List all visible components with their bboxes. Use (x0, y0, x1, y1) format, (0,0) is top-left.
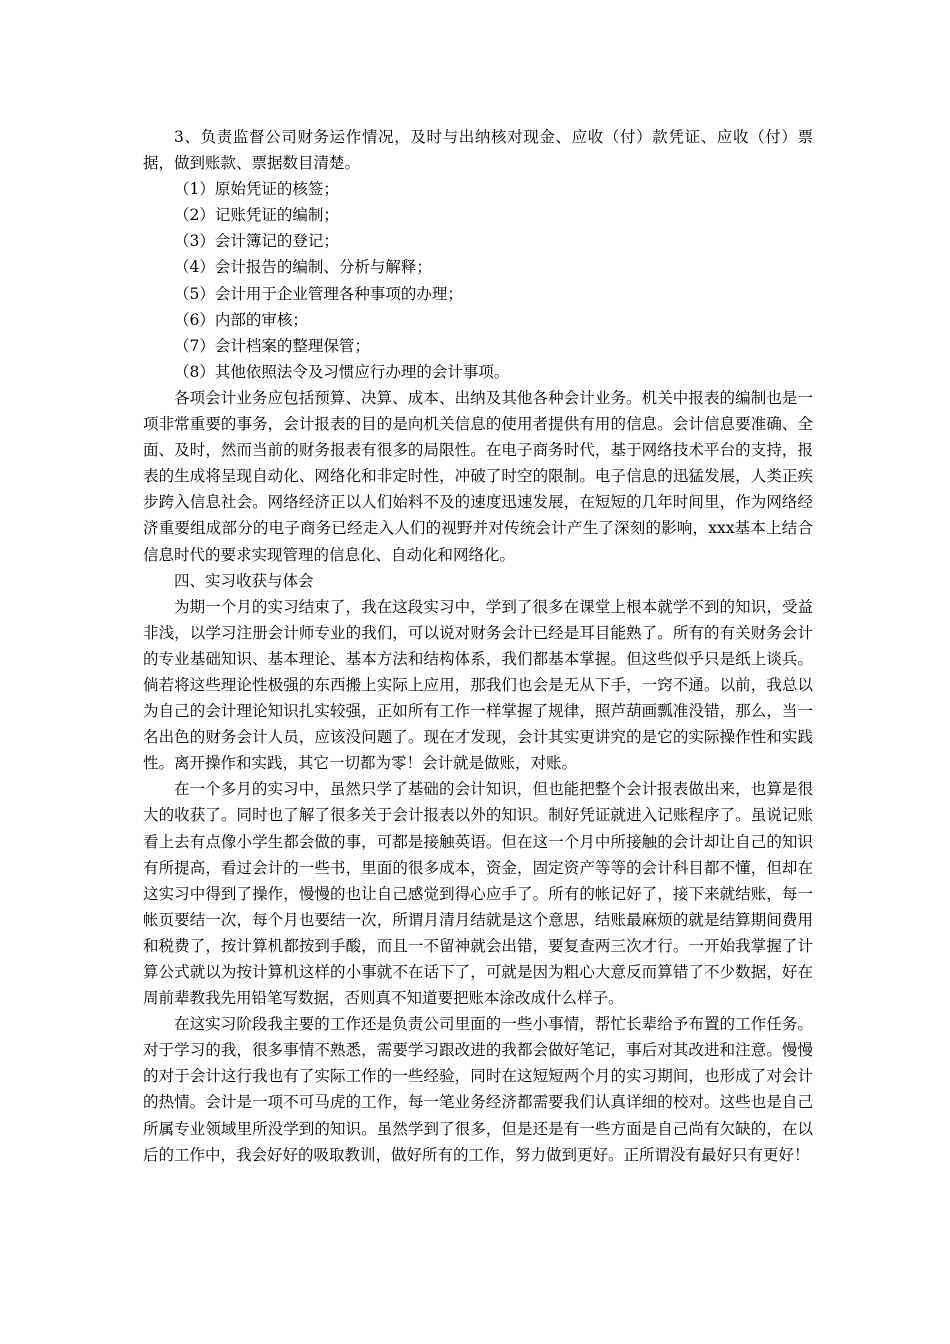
business-paragraph: 各项会计业务应包括预算、决算、成本、出纳及其他各种会计业务。机关中报表的编制也是一项非常重要的事务，会计报表的目的是向机关信息的使用者提供有用的信息。会计信息要准确、全面、及时，然而当前的财务报表有很多的局限性。在电子商务时代，基于网络技术平台的支持，报表的生成将呈现自动化、网络化和非定时性，冲破了时空的限制。电子信息的迅猛发展，人类正疾步跨入信息社会。网络经济正以人们始料不及的速度迅速发展，在短短的几年时间里，作为网络经济重要组成部分的电子商务已经走入人们的视野并对传统会计产生了深刻的影响，xxx基本上结合信息时代的要求实现管理的信息化、自动化和网络化。 (143, 388, 813, 564)
document-page (143, 124, 813, 1168)
list-item: （8）其他依照法令及习惯应行办理的会计事项。 (174, 362, 510, 381)
list-item: （1）原始凭证的核签； (174, 180, 339, 199)
duty-list (143, 176, 813, 385)
list-item: （2）记账凭证的编制； (174, 206, 339, 225)
list-item: （4）会计报告的编制、分析与解释； (174, 258, 432, 277)
section-heading: 四、实习收获与体会 (174, 571, 314, 590)
body-paragraph-1: 为期一个月的实习结束了，我在这段实习中，学到了很多在课堂上根本就学不到的知识，受益非浅，以学习注册会计师专业的我们，可以说对财务会计已经是耳目能熟了。所有的有关财务会计的专业基础知识、基本理论、基本方法和结构体系，我们都基本掌握。但这些似乎只是纸上谈兵。倘若将这些理论性极强的东西搬上实际上应用，那我们也会是无从下手，一窍不通。以前，我总以为自己的会计理论知识扎实较强，正如所有工作一样掌握了规律，照芦葫画瓢准没错，那么，当一名出色的财务会计人员，应该没问题了。现在才发现，会计其实更讲究的是它的实际操作性和实践性。离开操作和实践，其它一切都为零！会计就是做账，对账。 (143, 597, 813, 773)
list-item: （5）会计用于企业管理各种事项的办理； (174, 284, 463, 303)
list-item: （7）会计档案的整理保管； (174, 336, 370, 355)
body-paragraph-2: 在一个多月的实习中，虽然只学了基础的会计知识，但也能把整个会计报表做出来，也算是很大的收获了。同时也了解了很多关于会计报表以外的知识。制好凭证就进入记账程序了。虽说记账看上去有点像小学生都会做的事，可都是接触英语。但在这一个月中所接触的会计却让自己的知识有所提高，看过会计的一些书，里面的很多成本，资金，固定资产等等的会计科目都不懂，但却在这实习中得到了操作，慢慢的也让自己感觉到得心应手了。所有的帐记好了，接下来就结账，每一帐页要结一次，每个月也要结一次，所谓月清月结就是这个意思，结账最麻烦的就是结算期间费用和税费了，按计算机都按到手酸，而且一不留神就会出错，要复查两三次才行。一开始我掌握了计算公式就以为按计算机这样的小事就不在话下了，可就是因为粗心大意反而算错了不少数据，好在周前辈教我先用铅笔写数据，否则真不知道要把账本涂改成什么样子。 (143, 780, 813, 1008)
list-item: （6）内部的审核； (174, 310, 308, 329)
list-item: （3）会计簿记的登记； (174, 232, 339, 251)
intro-paragraph: 3、负责监督公司财务运作情况，及时与出纳核对现金、应收（付）款凭证、应收（付）票据，做到账款、票据数目清楚。 (143, 128, 813, 173)
body-paragraph-3: 在这实习阶段我主要的工作还是负责公司里面的一些小事情，帮忙长辈给予布置的工作任务。对于学习的我，很多事情不熟悉，需要学习跟改进的我都会做好笔记，事后对其改进和注意。慢慢的对于会计这行我也有了实际工作的一些经验，同时在这短短两个月的实习期间，也形成了对会计的热情。会计是一项不可马虎的工作，每一笔业务经济都需要我们认真详细的校对。这些也是自己所属专业领域里所没学到的知识。虽然学到了很多，但是还是有一些方面是自己尚有欠缺的，在以后的工作中，我会好好的吸取教训，做好所有的工作，努力做到更好。正所谓没有最好只有更好！ (143, 1015, 813, 1164)
